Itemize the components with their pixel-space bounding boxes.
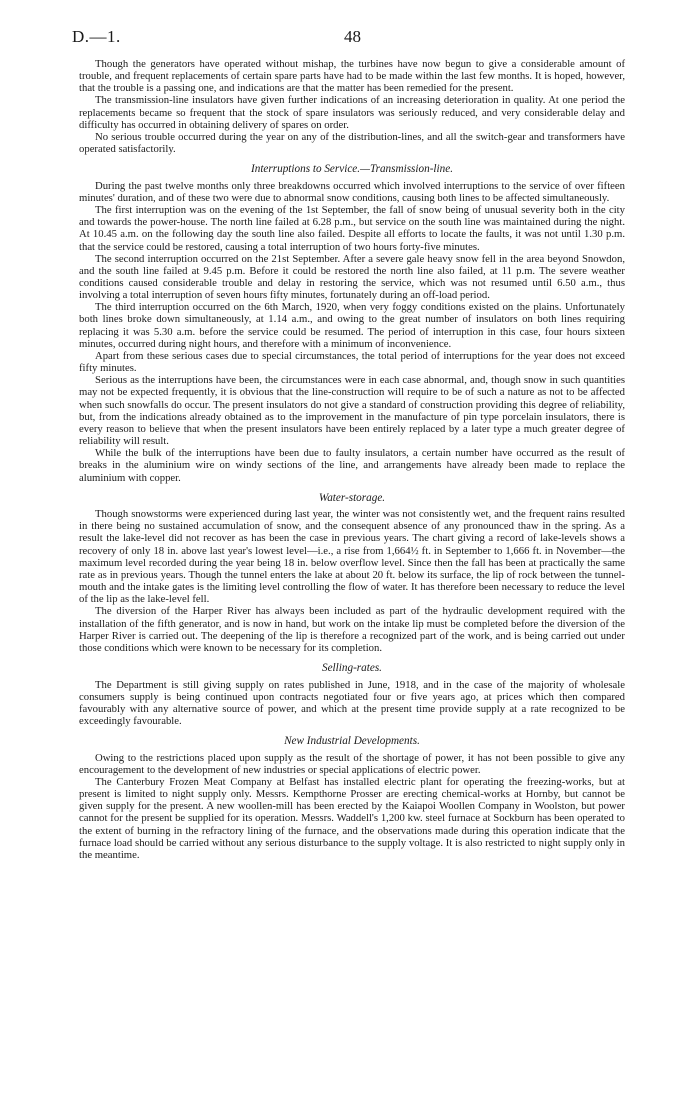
section-heading-interruptions: Interruptions to Service.—Transmission-line. (251, 163, 453, 176)
paragraph: Owing to the restrictions placed upon supply as the result of the shortage of power, it has not been possible to give any encouragement to the development of new industries or special applications of electric power. (79, 751, 625, 776)
paragraph: While the bulk of the interruptions have been due to faulty insulators, a certain number have occurred as the result of breaks in the aluminium wire on windy sections of the line, and arrangements have already been made to replace the aluminium with copper. (79, 447, 625, 484)
paragraph: The Department is still giving supply on rates published in June, 1918, and in the case of the majority of wholesale consumers supply is being continued upon contracts negotiated four or five years ago, at prices which then compared favourably with any alternative source of power, and which at the present time provide supply at a rate recognized to be exceedingly favourable. (79, 678, 625, 727)
paragraph: The second interruption occurred on the 21st September. After a severe gale heavy snow fell in the area beyond Snowdon, and the south line failed at 9.45 p.m. Before it could be restored the north line also failed, at 11 p.m. The severe weather conditions caused considerable trouble and delay in restoring the service, which was not resumed until 6.50 a.m., thus involving a total interruption of seven hours fifty minutes, fortunately during an off-load period. (79, 252, 625, 302)
paragraph: Apart from these serious cases due to special circumstances, the total period of interruptions for the year does not exceed fifty minutes. (79, 349, 625, 375)
page-body (79, 58, 625, 861)
section-heading-water-storage: Water-storage. (318, 491, 386, 504)
paragraph: During the past twelve months only three breakdowns occurred which involved interruptions to the service of over fifteen minutes' duration, and of these two were due to abnormal snow conditions, causing both lines to be affected simultaneously. (79, 179, 625, 204)
paragraph: The third interruption occurred on the 6th March, 1920, when very foggy conditions existed on the plains. Unfortunately both lines broke down simultaneously, at 1.14 a.m., and owing to the great number of insulators on both lines requiring replacing it was 5.30 a.m. before the service could be resumed. The period of interruption in this case, four hours sixteen minutes, occurred during night hours, and therefore with a minimum of inconvenience. (79, 301, 625, 350)
page-header (72, 27, 642, 51)
paragraph: The transmission-line insulators have given further indications of an increasing deterioration in quality. At one period the replacements became so frequent that the stock of spare insulators was seriously reduced, and very considerable delay and difficulty has occurred in obtaining delivery of spares on order. (79, 94, 625, 131)
paragraph: No serious trouble occurred during the year on any of the distribution-lines, and all the switch-gear and transformers have operated satisfactorily. (79, 130, 625, 156)
paragraph: The first interruption was on the evening of the 1st September, the fall of snow being of unusual severity both in the city and towards the power-house. The north line failed at 6.28 p.m., but service on the south line was maintained during the night. At 10.45 a.m. on the following day the south line also failed. Despite all efforts to locate the faults, it was not until 1.30 p.m. that the service could be restored, causing a total interruption of two hours forty-five minutes. (79, 204, 625, 253)
section-heading-new-industrial: New Industrial Developments. (284, 735, 420, 748)
paragraph: The diversion of the Harper River has always been included as part of the hydraulic development required with the installation of the fifth generator, and is now in hand, but work on the intake lip must be completed before the diversion of the Harper River is carried out. The deepening of the lip is therefore a recognized part of the work, and is being carried out under those conditions which were known to be necessary for its completion. (79, 605, 625, 654)
section-heading-selling-rates: Selling-rates. (322, 662, 382, 675)
paragraph: Serious as the interruptions have been, the circumstances were in each case abnormal, and, though snow in such quantities may not be expected frequently, it is obvious that the line-construction will require to be of such a nature as not to be affected when such snowfalls do occur. The present insulators do not give a standard of construction providing this degree of reliability, but, from the indications already obtained as to the improvement in the manufacture of pin type porcelain insulators, there is every reason to believe that when the present insulators have been entirely replaced by a later type a much greater degree of reliability will result. (79, 374, 625, 448)
paragraph: Though snowstorms were experienced during last year, the winter was not consistently wet, and the frequent rains resulted in there being no sustained accumulation of snow, and the consequent absence of any pronounced thaw in the spring. As a result the lake-level did not recover as has been the case in previous years. The chart giving a record of lake-levels shows a recovery of only 18 in. above last year's lowest level—i.e., a rise from 1,664½ ft. in September to 1,666 ft. in November—the maximum level recorded during the year being 18 in. below overflow level. Since then the fall has been at practically the same rate as in previous years. Though the tunnel enters the lake at about 20 ft. below its surface, the lip of rock between the tunnel-mouth and the intake gates is the limiting level controlling the flow of water. It has therefore been necessary to reduce the level of the lip as the lake-level fell. (79, 508, 625, 606)
paragraph: The Canterbury Frozen Meat Company at Belfast has installed electric plant for operating the freezing-works, but at present is limited to night supply only. Messrs. Kempthorne Prosser are erecting chemical-works at Hornby, but cannot be given supply for the present. A new woollen-mill has been erected by the Kaiapoi Woollen Company in Woolston, but power cannot for the present be supplied for its operation. Messrs. Waddell's 1,200 kw. steel furnace at Sockburn has been operated to the extent of burning in the refractory lining of the furnace, and the observations made during this operation indicate that the furnace load should be carried without any serious disturbance to the supply voltage. It is also restricted to night supply only in the meantime. (79, 775, 625, 861)
document-reference: D.—1. (72, 27, 121, 46)
paragraph: Though the generators have operated without mishap, the turbines have now begun to give a considerable amount of trouble, and frequent replacements of certain spare parts have had to be made within the last few months. It is hoped, however, that the trouble is a passing one, and indications are that the matter has been remedied for the present. (79, 58, 625, 95)
page-number: 48 (344, 27, 361, 46)
